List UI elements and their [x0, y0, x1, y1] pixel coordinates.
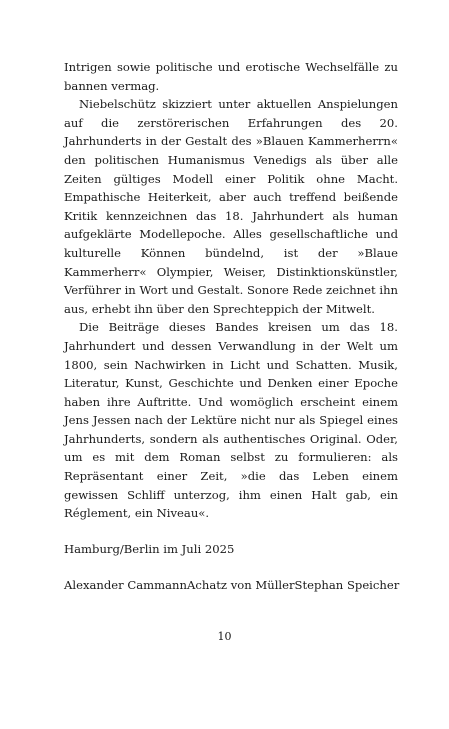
author-list	[64, 576, 398, 595]
paragraph-continuation: Intrigen sowie politische und erotische Wechselfälle zu bannen vermag.	[64, 60, 398, 93]
author-name: Stephan Speicher	[294, 578, 400, 593]
page-number: 10	[217, 630, 232, 643]
paragraph-niebelschuetz: Niebelschütz skizziert unter aktuellen Anspielungen auf die zerstörerischen Erfahrungen des 20. Jahrhunderts in der Gestalt des »Blauen Kammerherrn« den politischen Humanismus Venedigs als über alle Zeiten gültiges Modell einer Politik ohne Macht. Empathische Heiterkeit, aber auch treffend beißende Kritik kennzeichnen das 18. Jahrhundert als human aufgeklärte Modellepoche. Alles gesellschaftliche und kulturelle Können bündelnd, ist der »Blaue Kammerherr« Olympier, Weiser, Distinktionskünstler, Verführer in Wort und Gestalt. Sonore Rede zeichnet ihn aus, erhebt ihn über den Sprechteppich der Mitwelt.	[64, 97, 398, 316]
paragraph-beitraege: Die Beiträge dieses Bandes kreisen um das 18. Jahrhundert und dessen Verwandlung in der Welt um 1800, sein Nachwirken in Licht und Schatten. Musik, Literatur, Kunst, Geschichte und Denken einer Epoche haben ihre Auftritte. Und womöglich erscheint einem Jens Jessen nach der Lektüre nicht nur als Spiegel eines Jahrhunderts, sondern als authentisches Original. Oder, um es mit dem Roman selbst zu formulieren: als Repräsentant einer Zeit, »die das Leben einem gewissen Schliff unterzog, ihm einen Halt gab, ein Réglement, ein Niveau«.	[64, 320, 398, 521]
page-body	[64, 58, 398, 595]
author-name: Achatz von Müller	[187, 578, 295, 593]
dateline: Hamburg/Berlin im Juli 2025	[64, 541, 235, 556]
author-name: Alexander Cammann	[64, 578, 187, 593]
